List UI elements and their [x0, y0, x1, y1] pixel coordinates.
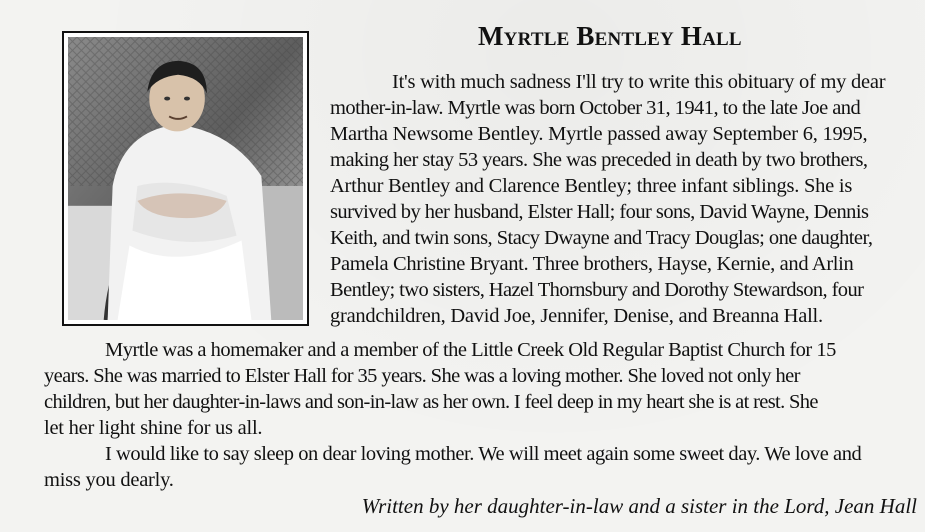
author-signature: Written by her daughter-in-law and a sister in the Lord, Jean Hall: [361, 494, 917, 518]
paragraph-line: mother-in-law. Myrtle was born October 31, 1941, to the late Joe and: [330, 97, 861, 119]
portrait-photo: [68, 37, 303, 320]
portrait-photo-frame: [62, 31, 309, 326]
paragraph-line: children, but her daughter-in-laws and son-in-law as her own. I feel deep in my heart she is at rest. She: [44, 391, 818, 413]
paragraph-line: grandchildren, David Joe, Jennifer, Denise, and Breanna Hall.: [330, 305, 823, 327]
paragraph-line: Martha Newsome Bentley. Myrtle passed away September 6, 1995,: [330, 123, 868, 145]
paragraph-line: Pamela Christine Bryant. Three brothers, Hayse, Kernie, and Arlin: [330, 253, 854, 275]
paragraph-line: It's with much sadness I'll try to write this obituary of my dear: [392, 71, 886, 93]
paragraph-line: Bentley; two sisters, Hazel Thornsbury and Dorothy Stewardson, four: [330, 279, 864, 301]
paragraph-line: I would like to say sleep on dear loving mother. We will meet again some sweet day. We love and: [105, 443, 862, 465]
paragraph-line: Arthur Bentley and Clarence Bentley; three infant siblings. She is: [330, 175, 853, 197]
paragraph-line: making her stay 53 years. She was preceded in death by two brothers,: [330, 149, 868, 171]
paragraph-line: years. She was married to Elster Hall for 35 years. She was a loving mother. She loved not only her: [44, 365, 800, 387]
paragraph-line: survived by her husband, Elster Hall; four sons, David Wayne, Dennis: [330, 201, 869, 223]
paragraph-line: Keith, and twin sons, Stacy Dwayne and Tracy Douglas; one daughter,: [330, 227, 873, 249]
paragraph-line: let her light shine for us all.: [44, 417, 263, 439]
paragraph-line: Myrtle was a homemaker and a member of the Little Creek Old Regular Baptist Church for 15: [105, 339, 836, 361]
paragraph-line: miss you dearly.: [44, 469, 174, 491]
obituary-title: Myrtle Bentley Hall: [478, 21, 742, 51]
